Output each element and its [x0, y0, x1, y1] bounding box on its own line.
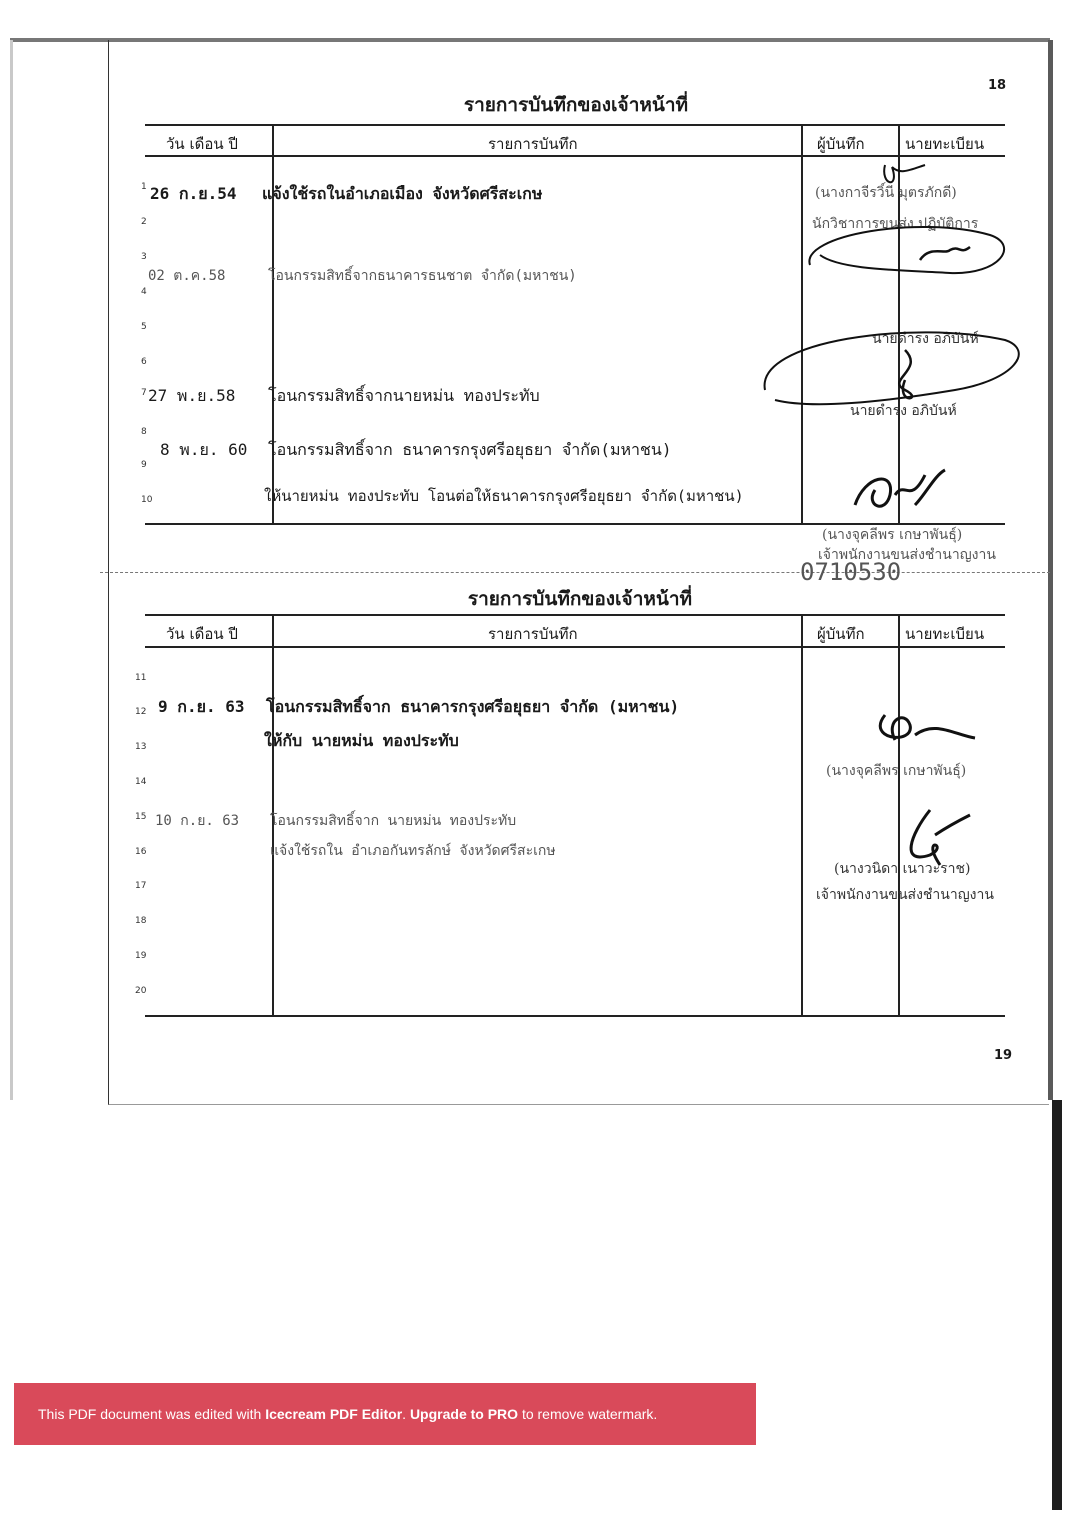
line-number: 7 — [141, 388, 147, 398]
top-header-date: วัน เดือน ปี — [166, 135, 238, 153]
signature — [890, 805, 980, 875]
bottom-col-divider-2 — [801, 614, 803, 1016]
signature — [755, 320, 1035, 430]
line-number: 17 — [135, 881, 147, 891]
official-title-stamp: นักวิชาการขนส่ง ปฏิบัติการ — [812, 216, 979, 232]
watermark-suffix: to remove watermark. — [518, 1406, 658, 1422]
watermark-prefix: This PDF document was edited with — [38, 1406, 266, 1422]
entry-text: ให้กับ นายหม่น ทองประทับ — [264, 731, 459, 750]
entry-date: 26 ก.ย.54 — [150, 184, 237, 203]
line-number: 14 — [135, 777, 147, 787]
entry-text: ให้นายหม่น ทองประทับ โอนต่อให้ธนาคารกรุงศรีอยุธยา จำกัด(มหาชน) — [264, 487, 744, 505]
top-page-number: 18 — [988, 78, 1007, 93]
line-number: 5 — [141, 322, 147, 332]
official-name-stamp: นายดำรง อภิบันห์ — [872, 331, 979, 347]
line-number: 3 — [141, 252, 147, 262]
line-number: 20 — [135, 986, 147, 996]
bottom-header-record: รายการบันทึก — [488, 625, 578, 643]
signature — [800, 155, 1040, 285]
bottom-section-title: รายการบันทึกของเจ้าหน้าที่ — [467, 588, 693, 610]
line-number: 8 — [141, 427, 147, 437]
page-fold-line — [100, 572, 1050, 574]
entry-date: 8 พ.ย. 60 — [160, 440, 248, 459]
line-number: 6 — [141, 357, 147, 367]
line-number: 15 — [135, 812, 147, 822]
scan-shadow-right — [1052, 1100, 1062, 1510]
official-name-stamp: (นางวนิดา เนาวะราช) — [834, 861, 971, 877]
official-name-stamp: (นางจุคลีพร เกษาพันธุ์) — [822, 527, 963, 543]
entry-date: 02 ต.ค.58 — [148, 268, 226, 284]
bottom-header-date: วัน เดือน ปี — [166, 625, 238, 643]
bottom-header-recorder: ผู้บันทึก — [817, 625, 865, 643]
line-number: 2 — [141, 217, 147, 227]
line-number: 18 — [135, 916, 147, 926]
official-name-stamp: (นางกาจีรวิ์นี มุตรภักดี) — [815, 185, 957, 201]
watermark-upgrade-link[interactable]: Upgrade to PRO — [409, 1406, 519, 1422]
line-number: 13 — [135, 742, 147, 752]
watermark-middle: . — [402, 1406, 410, 1422]
line-number: 1 — [141, 182, 147, 192]
line-number: 12 — [135, 707, 147, 717]
entry-text: โอนกรรมสิทธิ์จากนายหม่น ทองประทับ — [268, 386, 540, 405]
bottom-table-top-rule — [145, 614, 1005, 616]
line-number: 4 — [141, 287, 147, 297]
bottom-table-bottom-rule — [145, 1015, 1005, 1017]
entry-text: โอนกรรมสิทธิ์จาก ธนาคารกรุงศรีอยุธยา จำกัด (มหาชน) — [266, 697, 680, 716]
bottom-header-registrar: นายทะเบียน — [905, 625, 985, 643]
scan-edge-left — [10, 40, 13, 1100]
line-number: 9 — [141, 460, 147, 470]
bottom-table-header-rule — [145, 646, 1005, 648]
top-table-top-rule — [145, 124, 1005, 126]
entry-date: 27 พ.ย.58 — [148, 386, 236, 405]
watermark-product: Icecream PDF Editor — [265, 1406, 403, 1422]
bottom-page-number: 19 — [994, 1048, 1013, 1063]
watermark-banner[interactable] — [14, 1383, 756, 1445]
entry-text: โอนกรรมสิทธิ์จาก นายหม่น ทองประทับ — [270, 813, 517, 829]
entry-date: 9 ก.ย. 63 — [158, 697, 245, 716]
serial-number: 0710530 — [800, 558, 902, 586]
top-header-registrar: นายทะเบียน — [905, 135, 985, 153]
entry-date: 10 ก.ย. 63 — [155, 813, 240, 829]
signature — [845, 465, 965, 525]
signature — [855, 700, 985, 760]
official-title-stamp: เจ้าพนักงานขนส่งชำนาญงาน — [816, 887, 994, 903]
entry-text: แจ้งใช้รถใน อำเภอกันทรลักษ์ จังหวัดศรีสะเกษ — [270, 843, 556, 859]
official-name-stamp: นายดำรง อภิบันห์ — [850, 403, 957, 419]
entry-text: โอนกรรมสิทธิ์จากธนาคารธนชาต จำกัด(มหาชน) — [268, 268, 577, 284]
top-header-record: รายการบันทึก — [488, 135, 578, 153]
entry-text: โอนกรรมสิทธิ์จาก ธนาคารกรุงศรีอยุธยา จำกัด(มหาชน) — [268, 440, 672, 459]
official-title-stamp: เจ้าพนักงานขนส่งชำนาญงาน — [818, 547, 996, 563]
line-number: 11 — [135, 673, 147, 683]
official-name-stamp: (นางจุคลีพร เกษาพันธุ์) — [826, 763, 967, 779]
line-number: 19 — [135, 951, 147, 961]
line-number: 16 — [135, 847, 147, 857]
top-section-title: รายการบันทึกของเจ้าหน้าที่ — [463, 94, 689, 116]
line-number: 10 — [141, 495, 153, 505]
entry-text: แจ้งใช้รถในอำเภอเมือง จังหวัดศรีสะเกษ — [262, 184, 543, 203]
top-header-recorder: ผู้บันทึก — [817, 135, 865, 153]
